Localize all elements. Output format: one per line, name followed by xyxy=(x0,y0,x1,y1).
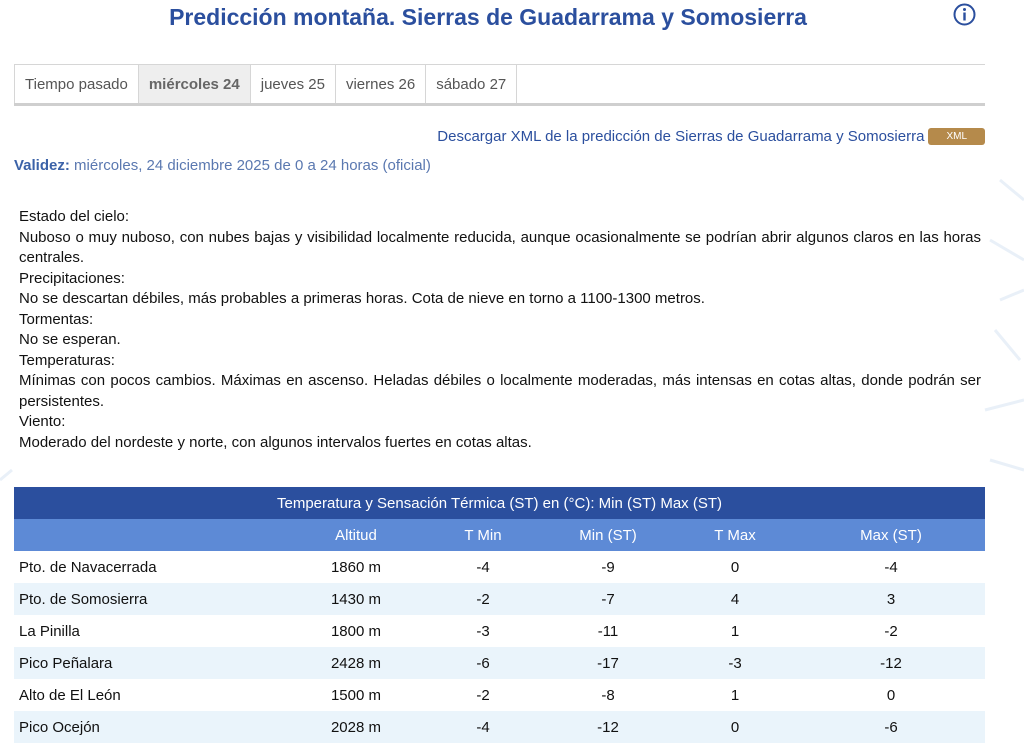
day-tabs xyxy=(14,64,985,106)
tmax-cell: 1 xyxy=(730,622,740,640)
station-name: Pico Peñalara xyxy=(14,647,289,679)
max-st-cell: 3 xyxy=(797,583,985,615)
max-st-cell: -4 xyxy=(884,558,898,576)
forecast-text-precipitation: No se descartan débiles, más probables a primeras horas. Cota de nieve en torno a 1100-1300 metros. xyxy=(19,290,705,307)
forecast-text-temperatures: Mínimas con pocos cambios. Máximas en ascenso. Heladas débiles o localmente moderadas, más intensas en cotas altas, donde podrán ser persistentes. xyxy=(19,372,981,410)
column-header-station xyxy=(14,519,289,551)
table-row xyxy=(14,679,985,711)
altitude-cell: 1500 m xyxy=(330,686,382,704)
table-row xyxy=(14,583,985,615)
station-name: La Pinilla xyxy=(19,622,80,640)
forecast-heading-storms: Tormentas: xyxy=(19,310,94,328)
min-st-cell: -7 xyxy=(543,583,673,615)
tmin-cell: -2 xyxy=(423,583,543,615)
tmax-cell: 1 xyxy=(730,686,740,704)
min-st-cell: -17 xyxy=(543,647,673,679)
station-name: Pto. de Navacerrada xyxy=(19,558,157,576)
tmax-cell: 4 xyxy=(673,583,797,615)
tmin-cell: -2 xyxy=(476,686,490,704)
validity-line xyxy=(14,157,431,174)
table-row xyxy=(14,711,985,743)
altitude-cell: 1800 m xyxy=(330,622,382,640)
forecast-heading-wind: Viento: xyxy=(19,413,66,430)
forecast-text-sky: Nuboso o muy nuboso, con nubes bajas y visibilidad localmente reducida, aunque ocasionalmente se podrían abrir algunos claros en las horas centrales. xyxy=(19,228,981,266)
tmin-cell: -3 xyxy=(476,622,490,640)
min-st-cell: -8 xyxy=(601,686,615,704)
table-row xyxy=(14,647,985,679)
column-header-altitude: Altitud xyxy=(289,519,423,551)
altitude-cell: 2428 m xyxy=(289,647,423,679)
altitude-cell: 1430 m xyxy=(289,583,423,615)
forecast-text-wind: Moderado del nordeste y norte, con algunos intervalos fuertes en cotas altas. xyxy=(19,433,532,451)
altitude-cell: 2028 m xyxy=(289,711,423,743)
forecast-text-storms: No se esperan. xyxy=(19,331,121,348)
column-header-min-st: Min (ST) xyxy=(543,519,673,551)
station-name: Alto de El León xyxy=(19,686,121,704)
tmax-cell: 0 xyxy=(673,711,797,743)
tmin-cell: -4 xyxy=(476,558,490,576)
tmax-cell: 0 xyxy=(730,558,740,576)
tab-miercoles-24[interactable]: miércoles 24 xyxy=(139,65,251,103)
tmin-cell: -6 xyxy=(423,647,543,679)
table-row xyxy=(14,615,985,647)
column-header-max-st: Max (ST) xyxy=(797,519,985,551)
forecast-description xyxy=(19,207,981,453)
tab-tiempo-pasado[interactable]: Tiempo pasado xyxy=(14,65,139,103)
tmin-cell: -4 xyxy=(423,711,543,743)
download-xml-link[interactable]: Descargar XML de la predicción de Sierras de Guadarrama y Somosierra xyxy=(437,128,925,145)
validity-label: Validez: xyxy=(14,157,70,174)
forecast-heading-temperatures: Temperaturas: xyxy=(19,351,115,369)
xml-badge-button[interactable]: XML xyxy=(928,128,985,145)
station-name: Pico Ocejón xyxy=(14,711,289,743)
download-row xyxy=(437,128,985,145)
tab-viernes-26[interactable]: viernes 26 xyxy=(336,65,426,103)
max-st-cell: -6 xyxy=(797,711,985,743)
temperature-table xyxy=(14,487,985,743)
column-header-tmin: T Min xyxy=(423,519,543,551)
min-st-cell: -11 xyxy=(597,622,619,640)
altitude-cell: 1860 m xyxy=(330,558,382,576)
max-st-cell: -12 xyxy=(797,647,985,679)
page-title: Predicción montaña. Sierras de Guadarrama y Somosierra xyxy=(169,4,807,30)
column-header-tmax: T Max xyxy=(673,519,797,551)
info-circle-icon[interactable] xyxy=(953,3,976,26)
station-name: Pto. de Somosierra xyxy=(14,583,289,615)
validity-text: miércoles, 24 diciembre 2025 de 0 a 24 horas (oficial) xyxy=(74,157,431,174)
tab-jueves-25[interactable]: jueves 25 xyxy=(251,65,336,103)
tab-sabado-27[interactable]: sábado 27 xyxy=(426,65,517,103)
forecast-heading-sky: Estado del cielo: xyxy=(19,208,130,225)
table-row xyxy=(14,551,985,583)
forecast-heading-precipitation: Precipitaciones: xyxy=(19,269,125,287)
table-caption: Temperatura y Sensación Térmica (ST) en (°C): Min (ST) Max (ST) xyxy=(14,487,985,519)
max-st-cell: -2 xyxy=(884,622,898,640)
max-st-cell: 0 xyxy=(886,686,896,704)
tmax-cell: -3 xyxy=(673,647,797,679)
min-st-cell: -12 xyxy=(543,711,673,743)
min-st-cell: -9 xyxy=(601,558,615,576)
